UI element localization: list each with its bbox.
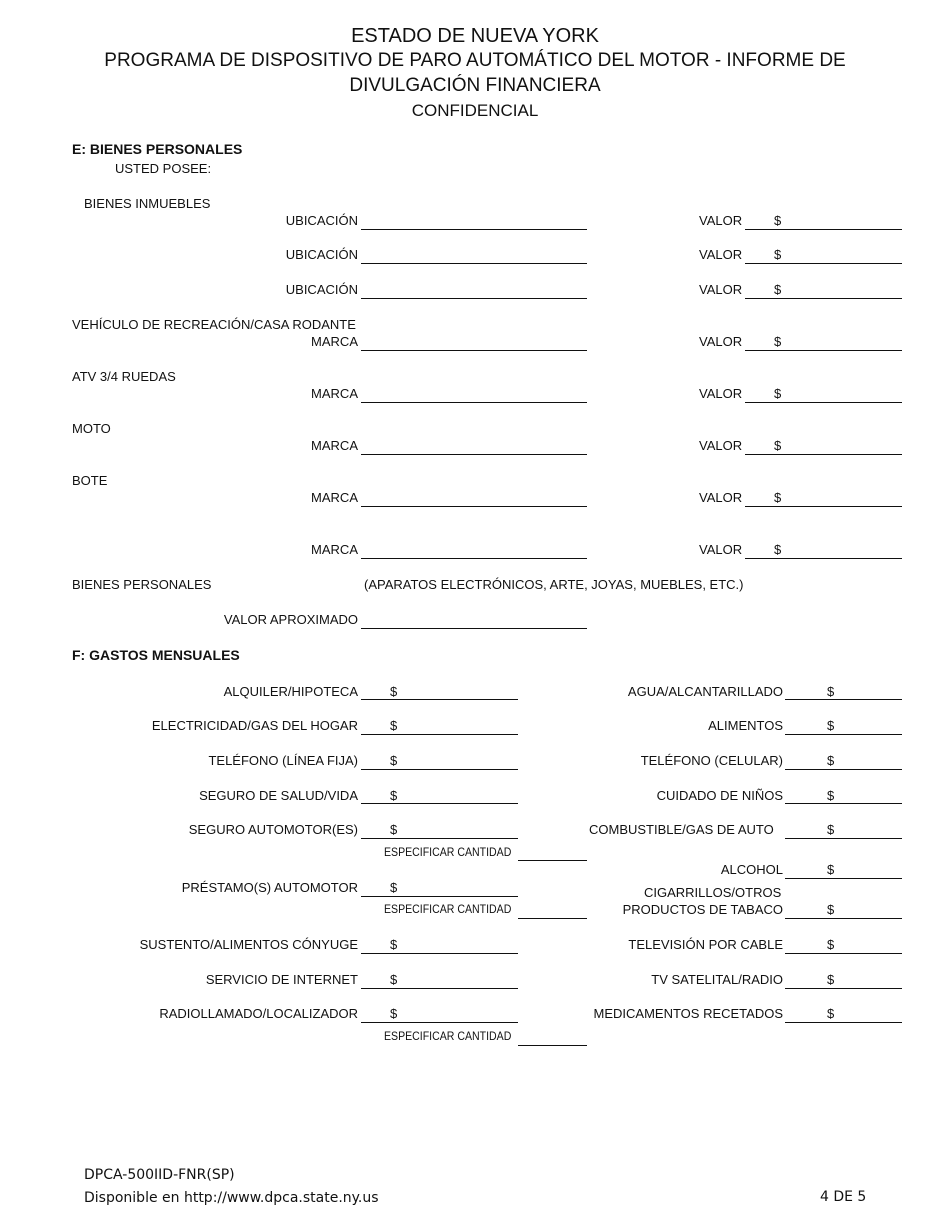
- currency-symbol: $: [827, 718, 835, 733]
- expense-field[interactable]: [785, 918, 902, 919]
- make-label: MARCA: [311, 386, 358, 401]
- footer-available-link: Disponible en http://www.dpca.state.ny.us: [84, 1190, 379, 1206]
- personal-property-note: (APARATOS ELECTRÓNICOS, ARTE, JOYAS, MUEBLES, ETC.): [364, 577, 744, 592]
- expense-label: RADIOLLAMADO/LOCALIZADOR: [159, 1006, 358, 1021]
- currency-symbol: $: [774, 213, 782, 228]
- value-field[interactable]: [745, 506, 902, 507]
- currency-symbol: $: [827, 788, 835, 803]
- currency-symbol: $: [827, 684, 835, 699]
- currency-symbol: $: [390, 880, 398, 895]
- expense-field[interactable]: [361, 988, 518, 989]
- expense-label: ELECTRICIDAD/GAS DEL HOGAR: [151, 718, 358, 733]
- value-field[interactable]: [745, 558, 902, 559]
- currency-symbol: $: [827, 937, 835, 952]
- currency-symbol: $: [390, 972, 398, 987]
- expense-label: COMBUSTIBLE/GAS DE AUTO: [589, 822, 774, 837]
- expense-label: SEGURO DE SALUD/VIDA: [199, 788, 358, 803]
- header-program: PROGRAMA DE DISPOSITIVO DE PARO AUTOMÁTICO DEL MOTOR - INFORME DE: [104, 50, 846, 71]
- specify-amount-label: ESPECIFICAR CANTIDAD: [384, 1029, 512, 1043]
- location-field[interactable]: [361, 263, 587, 264]
- currency-symbol: $: [390, 718, 398, 733]
- expense-field[interactable]: [361, 1022, 518, 1023]
- expense-label: SERVICIO DE INTERNET: [205, 972, 358, 987]
- currency-symbol: $: [390, 788, 398, 803]
- currency-symbol: $: [827, 1006, 835, 1021]
- personal-property-heading: BIENES PERSONALES: [72, 577, 212, 592]
- value-label: VALOR: [699, 247, 743, 262]
- footer-page-number: 4 DE 5: [820, 1189, 867, 1205]
- currency-symbol: $: [390, 684, 398, 699]
- value-label: VALOR: [699, 438, 743, 453]
- atv-heading: ATV 3/4 RUEDAS: [72, 369, 176, 384]
- expense-field[interactable]: [361, 699, 518, 700]
- section-e-title: E: BIENES PERSONALES: [72, 141, 243, 157]
- expense-field[interactable]: [785, 838, 902, 839]
- expense-label: PRÉSTAMO(S) AUTOMOTOR: [181, 880, 358, 895]
- expense-field[interactable]: [361, 838, 518, 839]
- header-state: ESTADO DE NUEVA YORK: [351, 25, 599, 47]
- expense-label: TELÉFONO (LÍNEA FIJA): [208, 753, 358, 768]
- value-label: VALOR: [699, 490, 743, 505]
- value-field[interactable]: [745, 402, 902, 403]
- currency-symbol: $: [827, 902, 835, 917]
- real-estate-heading: BIENES INMUEBLES: [84, 196, 211, 211]
- currency-symbol: $: [827, 972, 835, 987]
- value-label: VALOR: [699, 334, 743, 349]
- approx-value-label: VALOR APROXIMADO: [223, 612, 358, 627]
- currency-symbol: $: [390, 822, 398, 837]
- header-disclosure: DIVULGACIÓN FINANCIERA: [349, 75, 601, 96]
- specify-amount-field[interactable]: [518, 918, 587, 919]
- location-label: UBICACIÓN: [285, 282, 358, 297]
- specify-amount-label: ESPECIFICAR CANTIDAD: [384, 845, 512, 859]
- location-field[interactable]: [361, 229, 587, 230]
- specify-amount-field[interactable]: [518, 1045, 587, 1046]
- header-confidential: CONFIDENCIAL: [411, 101, 539, 120]
- make-field[interactable]: [361, 506, 587, 507]
- expense-field[interactable]: [785, 878, 902, 879]
- specify-amount-field[interactable]: [518, 860, 587, 861]
- expense-field[interactable]: [785, 734, 902, 735]
- section-e-subtitle: USTED POSEE:: [115, 161, 212, 176]
- make-label: MARCA: [311, 334, 358, 349]
- moto-heading: MOTO: [72, 421, 111, 436]
- currency-symbol: $: [774, 490, 782, 505]
- value-label: VALOR: [699, 213, 743, 228]
- make-field[interactable]: [361, 402, 587, 403]
- expense-label: ALIMENTOS: [708, 718, 783, 733]
- value-field[interactable]: [745, 263, 902, 264]
- currency-symbol: $: [774, 334, 782, 349]
- expense-field[interactable]: [785, 1022, 902, 1023]
- expense-label: TV SATELITAL/RADIO: [651, 972, 783, 987]
- expense-field[interactable]: [361, 734, 518, 735]
- value-label: VALOR: [699, 386, 743, 401]
- currency-symbol: $: [774, 438, 782, 453]
- expense-field[interactable]: [785, 699, 902, 700]
- expense-label: ALCOHOL: [720, 862, 783, 877]
- expense-field[interactable]: [361, 769, 518, 770]
- make-label: MARCA: [311, 438, 358, 453]
- boat-heading: BOTE: [72, 473, 108, 488]
- currency-symbol: $: [827, 753, 835, 768]
- rv-heading: VEHÍCULO DE RECREACIÓN/CASA RODANTE: [72, 317, 356, 332]
- currency-symbol: $: [827, 822, 835, 837]
- expense-field[interactable]: [361, 896, 518, 897]
- currency-symbol: $: [827, 862, 835, 877]
- expense-field[interactable]: [361, 803, 518, 804]
- expense-label: MEDICAMENTOS RECETADOS: [593, 1006, 783, 1021]
- currency-symbol: $: [390, 937, 398, 952]
- expense-label-line1: CIGARRILLOS/OTROS: [644, 885, 782, 900]
- location-field[interactable]: [361, 298, 587, 299]
- footer-form-id: DPCA-500IID-FNR(SP): [84, 1167, 235, 1183]
- currency-symbol: $: [774, 247, 782, 262]
- currency-symbol: $: [774, 282, 782, 297]
- specify-amount-label: ESPECIFICAR CANTIDAD: [384, 902, 512, 916]
- currency-symbol: $: [774, 386, 782, 401]
- expense-label: TELEVISIÓN POR CABLE: [628, 937, 783, 952]
- expense-label-line2: PRODUCTOS DE TABACO: [622, 902, 783, 917]
- value-label: VALOR: [699, 282, 743, 297]
- location-label: UBICACIÓN: [285, 213, 358, 228]
- currency-symbol: $: [774, 542, 782, 557]
- make-field[interactable]: [361, 454, 587, 455]
- approx-value-field[interactable]: [361, 628, 587, 629]
- currency-symbol: $: [390, 1006, 398, 1021]
- currency-symbol: $: [390, 753, 398, 768]
- value-field[interactable]: [745, 350, 902, 351]
- value-field[interactable]: [745, 454, 902, 455]
- expense-label: AGUA/ALCANTARILLADO: [627, 684, 783, 699]
- expense-label: SUSTENTO/ALIMENTOS CÓNYUGE: [139, 937, 358, 952]
- expense-field[interactable]: [785, 803, 902, 804]
- location-label: UBICACIÓN: [285, 247, 358, 262]
- make-field[interactable]: [361, 350, 587, 351]
- value-field[interactable]: [745, 229, 902, 230]
- expense-field[interactable]: [785, 953, 902, 954]
- section-f-title: F: GASTOS MENSUALES: [72, 647, 240, 663]
- expense-label: SEGURO AUTOMOTOR(ES): [188, 822, 358, 837]
- make-label: MARCA: [311, 490, 358, 505]
- expense-label: ALQUILER/HIPOTECA: [223, 684, 358, 699]
- expense-label: TELÉFONO (CELULAR): [640, 753, 783, 768]
- make-field[interactable]: [361, 558, 587, 559]
- value-label: VALOR: [699, 542, 743, 557]
- expense-label: CUIDADO DE NIÑOS: [656, 788, 783, 803]
- expense-field[interactable]: [361, 953, 518, 954]
- value-field[interactable]: [745, 298, 902, 299]
- expense-field[interactable]: [785, 769, 902, 770]
- expense-field[interactable]: [785, 988, 902, 989]
- make-label: MARCA: [311, 542, 358, 557]
